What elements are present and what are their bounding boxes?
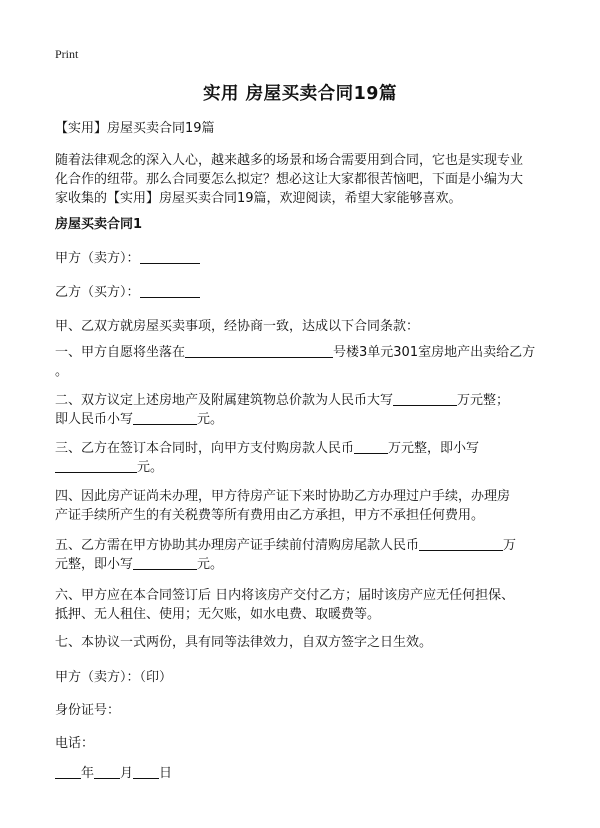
clause-2-text: 即人民币小写 (55, 412, 134, 427)
clause-5-text: 元。 (197, 557, 224, 572)
clause-2-text: 万元整； (457, 393, 510, 408)
clause-6-line: 六、甲方应在本合同签订后 日内将该房产交付乙方；届时该房产应无任何担保、 (55, 588, 515, 603)
document-title: 实用 房屋买卖合同19篇 (203, 84, 397, 104)
party-a-line (55, 248, 555, 270)
clause-7: 七、本协议一式两份，具有同等法律效力，自双方签字之日生效。 (55, 635, 433, 650)
party-a-label: 甲方（卖方）： (55, 251, 140, 266)
clause-5-text: 万 (503, 538, 517, 553)
date-line (55, 763, 555, 785)
clause-3-text: 元。 (137, 460, 164, 475)
clause-2-text: 元。 (197, 412, 224, 427)
clause-3-text: 万元整，即小写 (388, 441, 480, 456)
print-label[interactable]: Print (55, 47, 79, 61)
party-b-label: 乙方（买方）： (55, 285, 140, 300)
clause-6-line: 抵押、无人租住、使用；无欠账，如水电费、取暖费等。 (55, 607, 381, 622)
clause-2-text: 二、双方议定上述房地产及附属建筑物总价款为人民币大写 (55, 393, 394, 408)
blank-underline (185, 343, 333, 358)
clause-2-line2 (55, 409, 555, 431)
clause-1-text: 一、甲方自愿将坐落在 (55, 345, 186, 360)
intro-line: 随着法律观念的深入人心，越来越多的场景和场合需要用到合同，它也是实现专业 (55, 153, 524, 168)
subtitle: 【实用】房屋买卖合同19篇 (55, 121, 215, 136)
clause-6 (55, 586, 555, 624)
blank-underline (140, 249, 200, 264)
date-month-label: 月 (120, 766, 134, 781)
sign-party-a: 甲方（卖方）：（印） (55, 670, 173, 685)
clause-4-line: 产证手续所产生的有关税费等所有费用由乙方承担，甲方不承担任何费用。 (55, 508, 485, 523)
blank-underline (133, 555, 197, 570)
clause-4-line: 四、因此房产证尚未办理，甲方待房产证下来时协助乙方办理过户手续，办理房 (55, 489, 511, 504)
clause-5-line2 (55, 554, 555, 576)
blank-underline (94, 764, 120, 779)
blank-underline (55, 458, 137, 473)
phone-label: 电话： (55, 736, 95, 751)
blank-underline (354, 439, 388, 454)
blank-underline (133, 764, 159, 779)
date-day-label: 日 (159, 766, 173, 781)
agreement-line: 甲、乙双方就房屋买卖事项，经协商一致，达成以下合同条款： (55, 319, 420, 334)
id-number-label: 身份证号： (55, 703, 121, 718)
party-b-line (55, 282, 555, 304)
blank-underline (393, 391, 457, 406)
clause-1-text: 号楼3单元301室房地产出卖给乙方 (333, 345, 536, 360)
date-year-label: 年 (81, 766, 95, 781)
blank-underline (55, 764, 81, 779)
clause-3-text: 三、乙方在签订本合同时，向甲方支付购房款人民币 (55, 441, 355, 456)
clause-5-text: 元整，即小写 (55, 557, 134, 572)
contract-heading: 房屋买卖合同1 (55, 217, 143, 232)
blank-underline (133, 410, 197, 425)
intro-line: 家收集的【实用】房屋买卖合同19篇，欢迎阅读，希望大家能够喜欢。 (55, 191, 462, 206)
clause-5-text: 五、乙方需在甲方协助其办理房产证手续前付清购房尾款人民币 (55, 538, 420, 553)
blank-underline (419, 536, 503, 551)
intro-paragraph (55, 151, 555, 208)
clause-4 (55, 487, 555, 525)
clause-1-end: 。 (55, 364, 69, 379)
clause-3-line2 (55, 457, 555, 479)
intro-line: 化合作的纽带。那么合同要怎么拟定？想必这让大家都很苦恼吧，下面是小编为大 (55, 172, 524, 187)
blank-underline (140, 283, 200, 298)
